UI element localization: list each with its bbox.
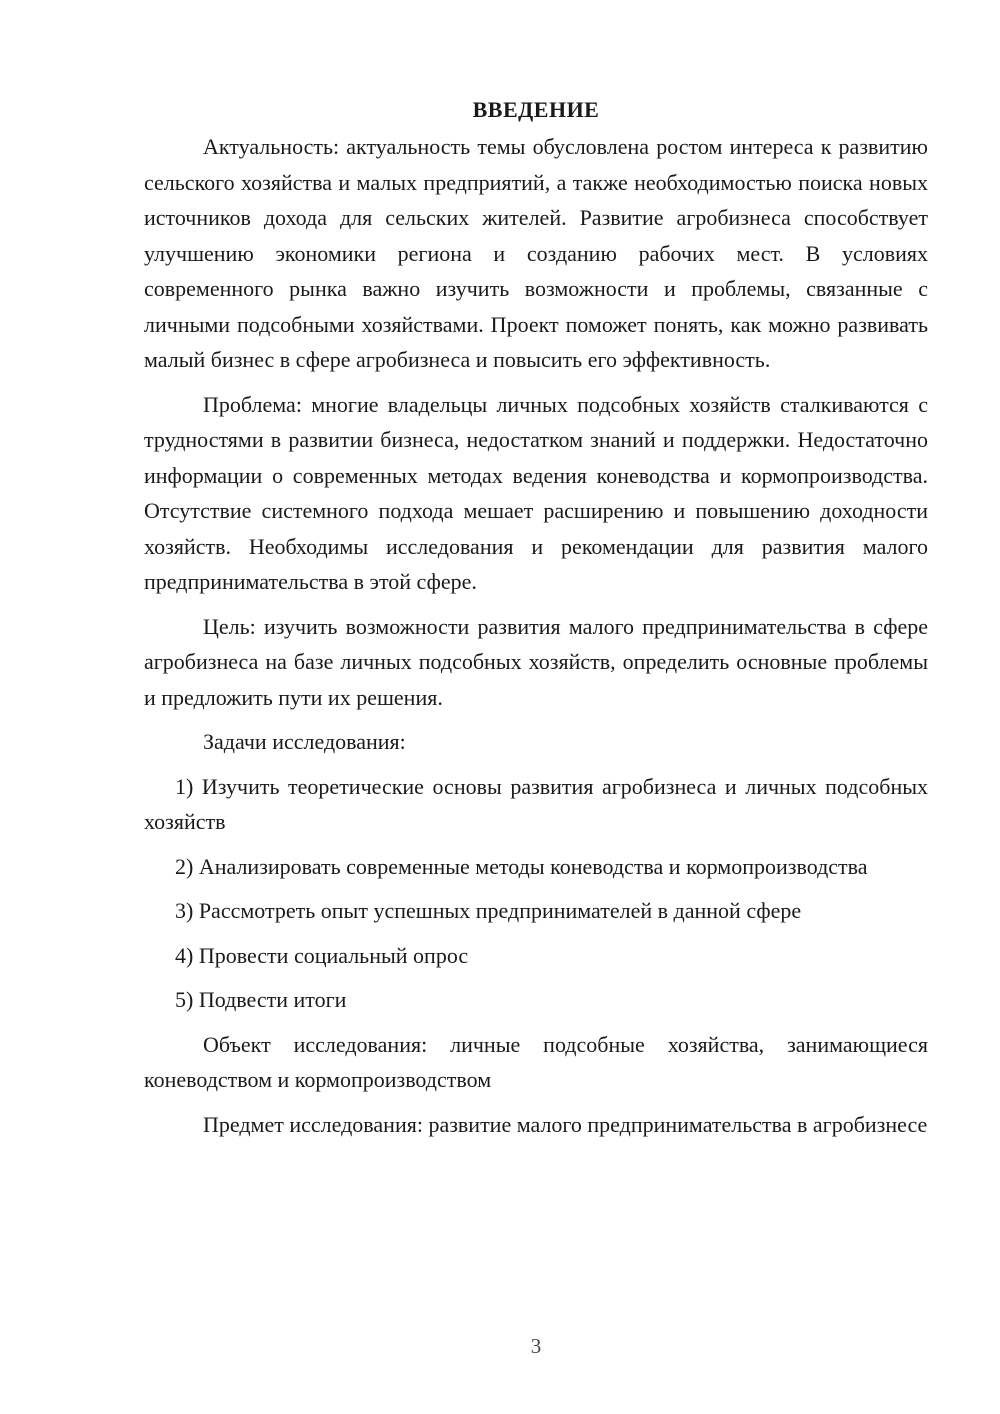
problem-paragraph: Проблема: многие владельцы личных подсобных хозяйств сталкиваются с трудностями в развитии бизнеса, недостатком знаний и поддержки. Недостаточно информации о современных методах ведения коневодства и кормопроизводства. Отсутствие системного подхода мешает расширению и повышению доходности хозяйств. Необходимы исследования и рекомендации для развития малого предпринимательства в этой сфере. [144, 391, 928, 594]
section-title: ВВЕДЕНИЕ [472, 97, 600, 122]
relevance-paragraph: Актуальность: актуальность темы обусловлена ростом интереса к развитию сельского хозяйства и малых предприятий, а также необходимостью поиска новых источников дохода для сельских жителей. Развитие агробизнеса способствует улучшению экономики региона и созданию рабочих мест. В условиях современного рынка важно изучить возможности и проблемы, связанные с личными подсобными хозяйствами. Проект поможет понять, как можно развивать малый бизнес в сфере агробизнеса и повысить его эффективность. [144, 134, 928, 372]
goal-paragraph: Цель: изучить возможности развития малого предпринимательства в сфере агробизнеса на базе личных подсобных хозяйств, определить основные проблемы и предложить пути их решения. [144, 613, 928, 710]
tasks-heading: Задачи исследования: [203, 729, 406, 754]
task-item-3: 3) Рассмотреть опыт успешных предпринимателей в данной сфере [175, 898, 802, 923]
document-page [144, 92, 928, 1151]
task-item-4: 4) Провести социальный опрос [175, 942, 469, 968]
object-paragraph: Объект исследования: личные подсобные хозяйства, занимающиеся коневодством и кормопроизводством [144, 1031, 928, 1092]
subject-paragraph: Предмет исследования: развитие малого предпринимательства в агробизнесе [203, 1111, 928, 1137]
page-number: 3 [530, 1334, 542, 1358]
task-item-2: 2) Анализировать современные методы коневодства и кормопроизводства [175, 853, 868, 879]
task-item-5: 5) Подвести итоги [175, 987, 347, 1012]
task-item-1: 1) Изучить теоретические основы развития агробизнеса и личных подсобных хозяйств [144, 773, 928, 834]
